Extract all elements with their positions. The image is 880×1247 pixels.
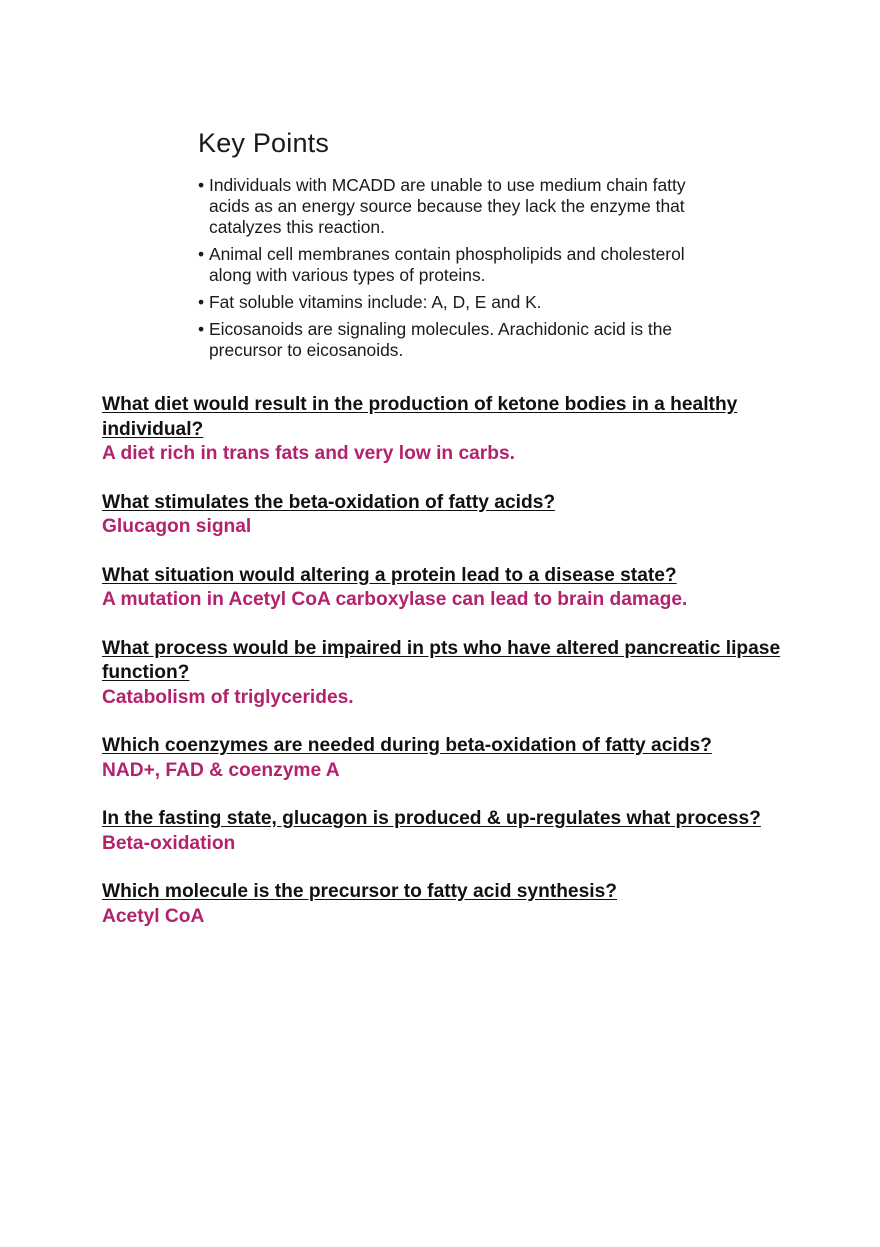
question-text: What process would be impaired in pts who have altered pancreatic lipase function? xyxy=(102,637,781,683)
bullet-icon: • xyxy=(198,292,205,312)
answer-text: Glucagon signal xyxy=(102,516,252,537)
key-points-title: Key Points xyxy=(198,128,330,158)
bullet-icon: • xyxy=(198,319,205,339)
key-point-text: Individuals with MCADD are unable to use medium chain fatty acids as an energy source because they lack the enzyme that catalyzes this reaction. xyxy=(209,175,686,237)
qa-item xyxy=(102,880,792,929)
answer-text: Beta-oxidation xyxy=(102,832,236,854)
answer-text: NAD+, FAD & coenzyme A xyxy=(102,759,340,781)
qa-item xyxy=(102,807,792,856)
qa-item xyxy=(102,564,792,613)
key-point-item xyxy=(198,244,718,286)
qa-section xyxy=(102,393,792,953)
key-point-text: Animal cell membranes contain phospholipids and cholesterol along with various types of proteins. xyxy=(209,244,685,285)
question-text: In the fasting state, glucagon is produced & up-regulates what process? xyxy=(102,808,761,829)
key-point-item xyxy=(198,292,718,313)
qa-item xyxy=(102,637,792,711)
qa-item xyxy=(102,734,792,783)
qa-item xyxy=(102,393,792,467)
question-text: What stimulates the beta-oxidation of fatty acids? xyxy=(102,491,556,513)
key-point-text: Eicosanoids are signaling molecules. Arachidonic acid is the precursor to eicosanoids. xyxy=(209,319,673,360)
bullet-icon: • xyxy=(198,175,205,195)
key-point-text: Fat soluble vitamins include: A, D, E and K. xyxy=(209,292,542,312)
answer-text: A diet rich in trans fats and very low in carbs. xyxy=(102,443,515,464)
question-text: What diet would result in the production of ketone bodies in a healthy individual? xyxy=(102,394,738,440)
question-text: Which coenzymes are needed during beta-oxidation of fatty acids? xyxy=(102,735,712,756)
answer-text: Catabolism of triglycerides. xyxy=(102,686,354,708)
key-points-box xyxy=(198,128,718,367)
key-point-item xyxy=(198,175,718,238)
question-text: What situation would altering a protein lead to a disease state? xyxy=(102,564,677,586)
key-points-list xyxy=(198,175,718,361)
bullet-icon: • xyxy=(198,244,205,264)
question-text: Which molecule is the precursor to fatty acid synthesis? xyxy=(102,881,617,902)
answer-text: Acetyl CoA xyxy=(102,905,205,927)
qa-item xyxy=(102,491,792,540)
answer-text: A mutation in Acetyl CoA carboxylase can lead to brain damage. xyxy=(102,589,688,610)
key-point-item xyxy=(198,319,718,361)
